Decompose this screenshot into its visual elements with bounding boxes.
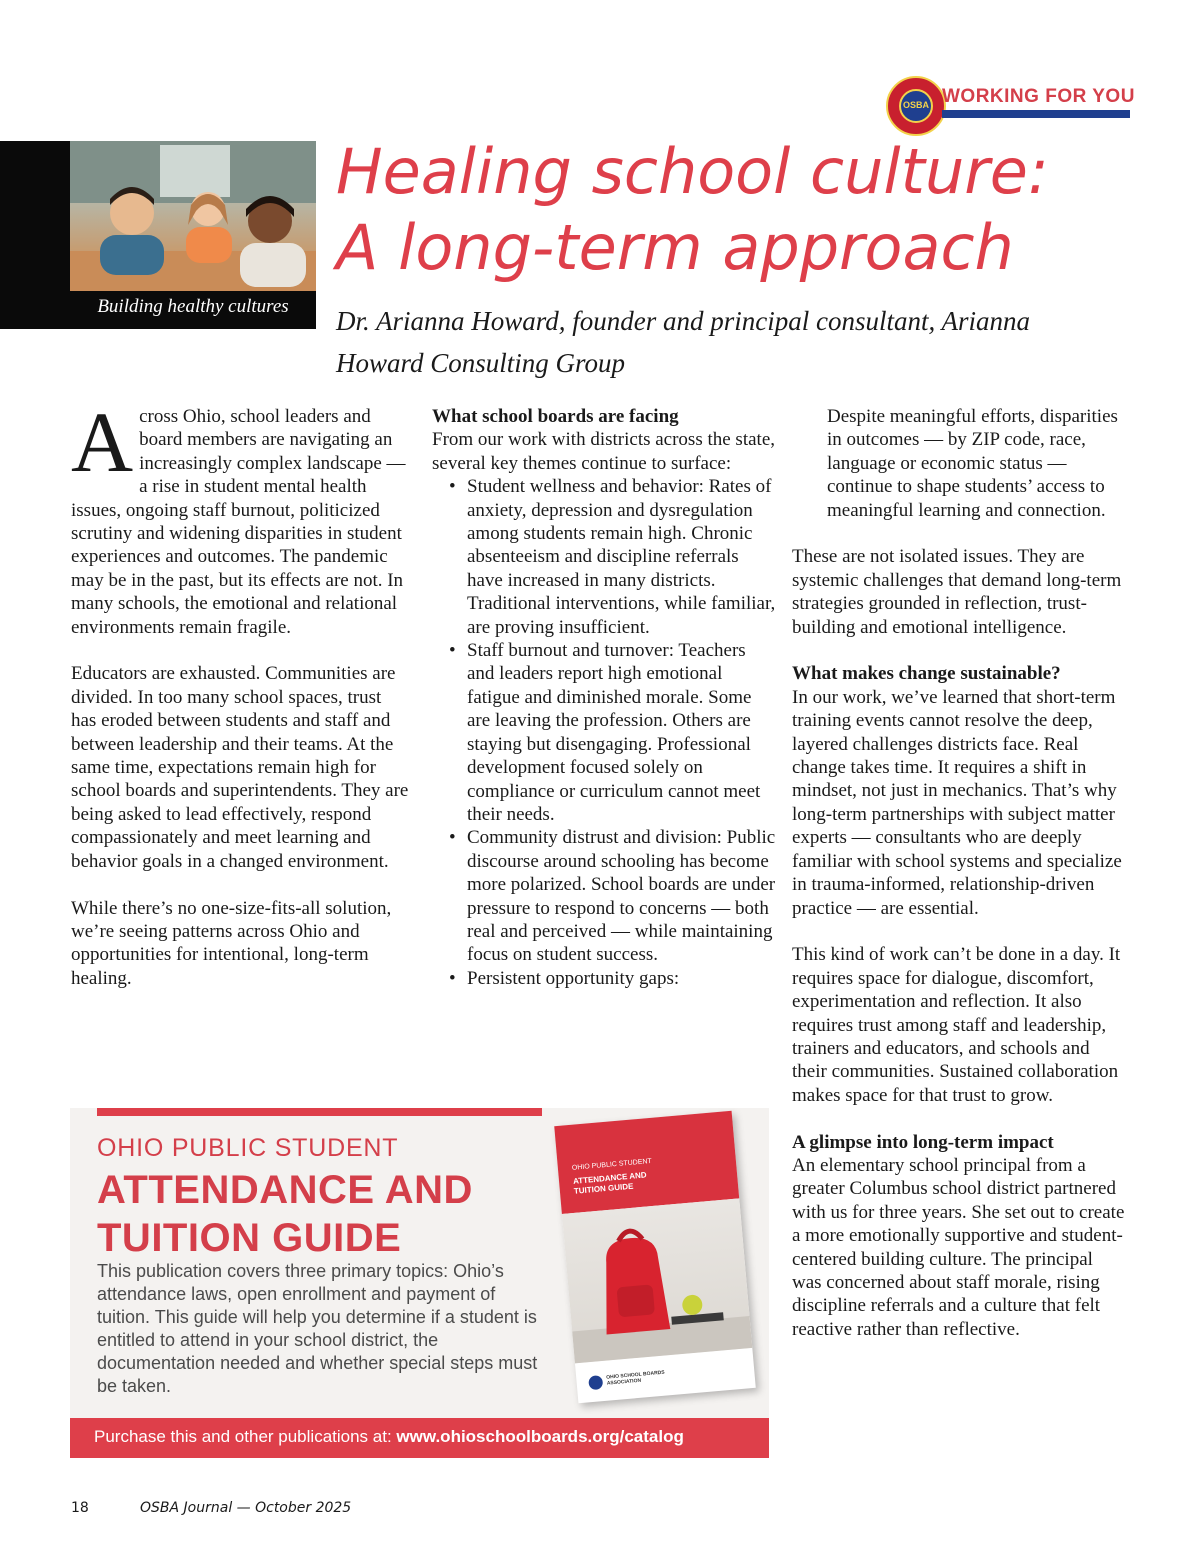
section-heading-challenges: What school boards are facing — [432, 406, 679, 427]
byline-line1: Dr. Arianna Howard, founder and principal consultant, Arianna — [336, 306, 1031, 336]
photo-child-left-shirt — [100, 235, 164, 275]
ad-title — [97, 1166, 473, 1262]
guide-cover-title-line2: TUITION GUIDE — [573, 1181, 634, 1196]
backpack-illustration — [562, 1198, 752, 1363]
osba-mini-logo — [588, 1375, 603, 1390]
challenges-list — [432, 475, 777, 990]
backpack-icon — [598, 1235, 670, 1334]
article-photo — [70, 141, 316, 291]
osba-seal-text: OSBA — [902, 100, 929, 110]
apple-icon — [681, 1294, 703, 1316]
bullet-continuation: Despite meaningful efforts, disparities in outcomes — by ZIP code, race, language or economic status — continue to shape students’ access to meaningful learning and connection. — [827, 406, 1118, 521]
section-label-underline — [942, 110, 1130, 118]
article-column-3 — [792, 405, 1127, 1341]
ad-kicker: OHIO PUBLIC STUDENT — [97, 1134, 399, 1162]
guide-cover-photo — [562, 1198, 752, 1363]
byline-line2: Howard Consulting Group — [336, 348, 626, 378]
photo-child-right-shirt — [240, 243, 306, 287]
section-heading-sustainable: What makes change sustainable? — [792, 663, 1061, 685]
section-label: WORKING FOR YOU — [942, 86, 1135, 107]
article-column-1 — [71, 394, 411, 990]
osba-seal-logo — [886, 76, 946, 136]
osba-seal-inner — [899, 89, 933, 123]
col3-paragraph-4: An elementary school principal from a greater Columbus school district partnered with us for three years. She set out to create a more emotionally supportive and student-centered building culture. The principal was concerned about staff morale, rising discipline referrals and a culture that felt reactive rather than reflective. — [792, 1154, 1125, 1340]
list-item: • Persistent opportunity gaps: — [432, 967, 777, 990]
list-item: • Community distrust and division: Public discourse around schooling has become more polarized. School boards are under pressure to respond to concerns — both real and perceived — while maintaining focus on student success. — [432, 826, 777, 966]
section-heading-impact: A glimpse into long-term impact — [792, 1131, 1054, 1153]
classroom-illustration — [70, 141, 316, 291]
col1-paragraph-1-text: cross Ohio, school leaders and board members are navigating an increasingly complex landscape — a rise in student mental health issues, ongoing staff burnout, politicized scrutiny and widening disparities in student experiences and outcomes. The pandemic may be in the past, but its effects are not. In many schools, the emotional and relational environments remain fragile. — [71, 406, 406, 638]
photo-child-middle-shirt — [186, 227, 232, 263]
col3-paragraph-1: These are not isolated issues. They are systemic challenges that demand long-term strategies grounded in reflection, trust-building and emotional intelligence. — [792, 546, 1122, 638]
article-column-2 — [432, 405, 777, 990]
catalog-link[interactable]: www.ohioschoolboards.org/catalog — [396, 1427, 684, 1446]
photo-window — [160, 145, 230, 197]
page-number: 18 — [71, 1500, 89, 1516]
drop-cap: A — [71, 394, 134, 490]
backpack-pocket — [617, 1284, 655, 1317]
photo-caption: Building healthy cultures — [97, 296, 289, 317]
article-title-line2: A long-term approach — [336, 211, 1014, 284]
publication-ad[interactable] — [70, 1108, 769, 1458]
guide-cover-title-line1: ATTENDANCE AND — [572, 1170, 647, 1186]
col1-paragraph-1 — [71, 394, 411, 639]
ad-title-line2: TUITION GUIDE — [97, 1216, 402, 1260]
ad-footer-prefix: Purchase this and other publications at: — [94, 1427, 392, 1446]
guide-cover-image — [554, 1111, 756, 1403]
ad-footer-bar[interactable] — [70, 1418, 769, 1458]
journal-footer: OSBA Journal — October 2025 — [140, 1500, 352, 1516]
guide-cover-kicker: OHIO PUBLIC STUDENT — [571, 1157, 653, 1172]
article-title-line1: Healing school culture: — [336, 135, 1049, 208]
list-item: • Staff burnout and turnover: Teachers and leaders report high emotional fatigue and diminished morale. Some are leaving the profession. Others are staying but disengaging. Professional development focused solely on compliance or curriculum cannot meet their needs. — [432, 639, 777, 826]
col2-intro: From our work with districts across the state, several key themes continue to surface: — [432, 429, 776, 474]
guide-cover-publisher: OHIO SCHOOL BOARDS ASSOCIATION — [606, 1369, 665, 1387]
col1-paragraph-2: Educators are exhausted. Communities are divided. In too many school spaces, trust has eroded between students and staff and between leadership and their teams. At the same time, expectations remain high for school boards and superintendents. They are being asked to lead effectively, respond compassionately and meet learning and behavior goals in a changed environment. — [71, 663, 409, 872]
col1-paragraph-3: While there’s no one-size-fits-all solution, we’re seeing patterns across Ohio and opportunities for intentional, long-term healing. — [71, 897, 392, 989]
ad-top-rule — [97, 1108, 542, 1116]
list-item: • Student wellness and behavior: Rates of anxiety, depression and dysregulation among students remain high. Chronic absenteeism and discipline referrals have increased in many districts. Traditional interventions, while familiar, are proving insufficient. — [432, 475, 777, 639]
col3-paragraph-2: In our work, we’ve learned that short-term training events cannot resolve the deep, layered challenges districts face. Real change takes time. It requires a shift in mindset, not just in mechanics. That’s why long-term partnerships with subject matter experts — consultants who are deeply familiar with school systems and specialize in trauma-informed, relationship-driven practice — are essential. — [792, 686, 1122, 919]
article-byline — [336, 300, 1136, 384]
ad-title-line1: ATTENDANCE AND — [97, 1168, 473, 1212]
photo-side-bar — [0, 141, 70, 329]
article-title — [336, 134, 1049, 286]
col3-paragraph-3: This kind of work can’t be done in a day. It requires space for dialogue, discomfort, experimentation and reflection. It also requires trust among staff and leadership, trainers and educators, and schools and their communities. Sustained collaboration makes space for that trust to grow. — [792, 944, 1121, 1106]
ad-footer-text — [94, 1427, 684, 1447]
ad-description: This publication covers three primary topics: Ohio’s attendance laws, open enrollment and payment of tuition. This guide will help you determine if a student is entitled to attend in your school district, the documentation needed and whether special steps must be taken. — [97, 1261, 538, 1396]
